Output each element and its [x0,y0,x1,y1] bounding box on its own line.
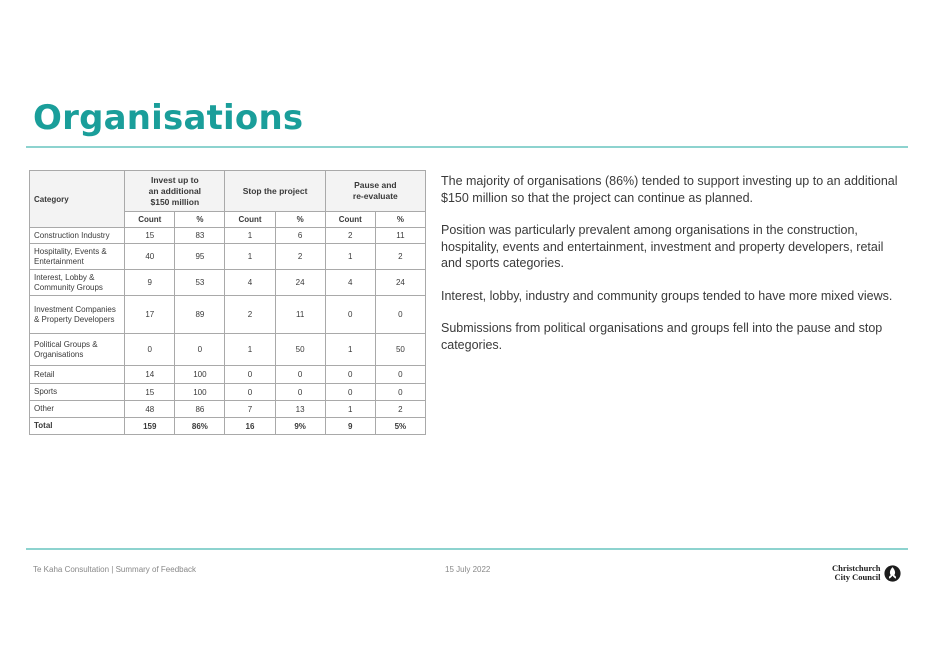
count-cell: 15 [125,384,175,401]
count-cell: 1 [225,244,275,270]
total-percent-cell: 5% [375,418,425,435]
count-cell: 40 [125,244,175,270]
footer-date: 15 July 2022 [445,565,491,574]
total-percent-cell: 9% [275,418,325,435]
count-cell: 48 [125,401,175,418]
footer-document-title: Te Kaha Consultation | Summary of Feedback [33,565,197,574]
percent-subheader: % [175,212,225,228]
category-cell: Other [30,401,125,418]
count-cell: 0 [225,384,275,401]
table-row [30,296,426,334]
count-cell: 0 [325,366,375,384]
percent-cell: 2 [275,244,325,270]
percent-cell: 53 [175,270,225,296]
total-percent-cell: 86% [175,418,225,435]
total-label: Total [30,418,125,435]
count-cell: 1 [225,228,275,244]
percent-cell: 95 [175,244,225,270]
group-header-invest: Invest up to an additional $150 million [125,171,225,212]
percent-cell: 0 [375,366,425,384]
table-row [30,270,426,296]
table-row [30,244,426,270]
header-divider [26,146,908,148]
percent-cell: 11 [275,296,325,334]
percent-cell: 100 [175,366,225,384]
category-cell: Interest, Lobby & Community Groups [30,270,125,296]
count-cell: 1 [225,334,275,366]
page-title: Organisations [33,98,304,138]
percent-cell: 24 [275,270,325,296]
count-cell: 1 [325,334,375,366]
count-cell: 15 [125,228,175,244]
count-cell: 0 [325,296,375,334]
council-logo [832,563,908,583]
count-cell: 9 [125,270,175,296]
percent-cell: 11 [375,228,425,244]
percent-subheader: % [375,212,425,228]
category-cell: Construction Industry [30,228,125,244]
count-cell: 4 [225,270,275,296]
table-row [30,384,426,401]
count-cell: 0 [325,384,375,401]
percent-cell: 2 [375,401,425,418]
percent-cell: 6 [275,228,325,244]
organisations-table [29,170,426,435]
count-subheader: Count [125,212,175,228]
category-cell: Political Groups & Organisations [30,334,125,366]
category-cell: Sports [30,384,125,401]
total-count-cell: 16 [225,418,275,435]
group-header-pause: Pause and re-evaluate [325,171,425,212]
percent-cell: 24 [375,270,425,296]
count-cell: 2 [225,296,275,334]
count-cell: 14 [125,366,175,384]
count-subheader: Count [325,212,375,228]
category-cell: Retail [30,366,125,384]
percent-cell: 50 [275,334,325,366]
percent-cell: 2 [375,244,425,270]
count-cell: 0 [225,366,275,384]
count-cell: 4 [325,270,375,296]
count-cell: 7 [225,401,275,418]
total-row [30,418,426,435]
logo-text: Christchurch City Council [832,563,881,582]
percent-cell: 0 [175,334,225,366]
table-row [30,401,426,418]
category-cell: Investment Companies & Property Developers [30,296,125,334]
percent-cell: 86 [175,401,225,418]
table-row [30,334,426,366]
count-subheader: Count [225,212,275,228]
footer-divider [26,548,908,550]
percent-cell: 0 [375,296,425,334]
percent-cell: 89 [175,296,225,334]
paragraph: The majority of organisations (86%) tended to support investing up to an additional $150 million so that the project can continue as planned. [441,174,898,205]
count-cell: 2 [325,228,375,244]
count-cell: 17 [125,296,175,334]
count-cell: 1 [325,401,375,418]
paragraph: Submissions from political organisations and groups fell into the pause and stop categories. [441,321,883,352]
percent-cell: 13 [275,401,325,418]
paragraph: Position was particularly prevalent among organisations in the construction, hospitality, events and entertainment, investment and property developers, retail and sports categories. [441,223,884,270]
percent-cell: 83 [175,228,225,244]
christchurch-logo-icon [884,565,901,582]
percent-cell: 100 [175,384,225,401]
category-header: Category [30,171,125,228]
total-count-cell: 159 [125,418,175,435]
count-cell: 1 [325,244,375,270]
percent-cell: 0 [275,366,325,384]
percent-subheader: % [275,212,325,228]
percent-cell: 50 [375,334,425,366]
percent-cell: 0 [375,384,425,401]
summary-text [441,173,907,369]
paragraph: Interest, lobby, industry and community groups tended to have more mixed views. [441,288,893,303]
group-header-stop: Stop the project [225,171,325,212]
table-row [30,228,426,244]
table-row [30,366,426,384]
category-cell: Hospitality, Events & Entertainment [30,244,125,270]
count-cell: 0 [125,334,175,366]
percent-cell: 0 [275,384,325,401]
total-count-cell: 9 [325,418,375,435]
